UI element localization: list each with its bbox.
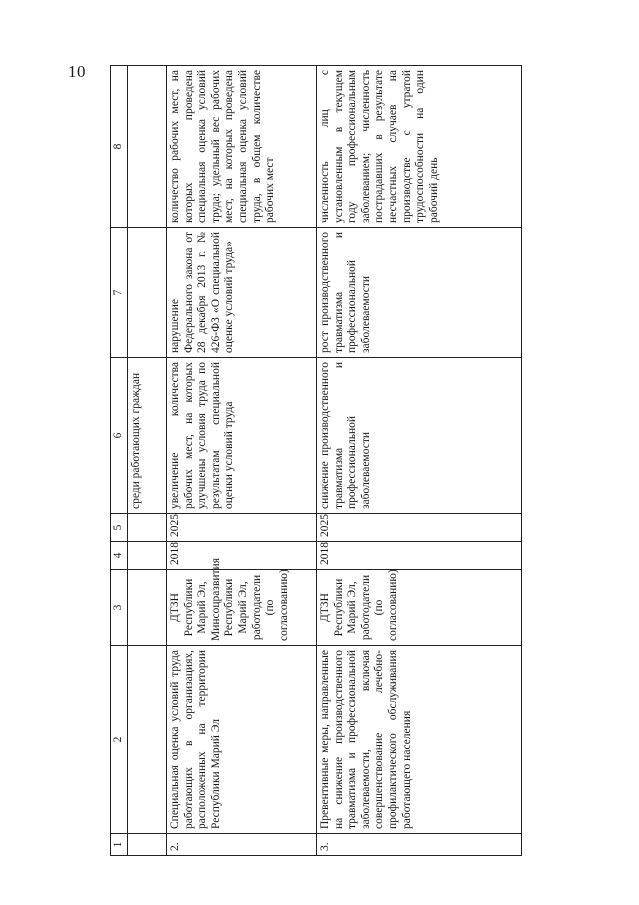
page-number: 10 xyxy=(68,62,86,81)
cont-cell-1 xyxy=(128,834,167,856)
cont-cell-8 xyxy=(128,66,167,228)
executors: ДТЗН Республики Марий Эл, работодатели (по согласованию) xyxy=(317,570,522,646)
header-col-3: 3 xyxy=(111,570,128,646)
program-table-wrapper xyxy=(110,66,520,856)
header-col-5: 5 xyxy=(111,514,128,542)
table-row-3 xyxy=(317,66,522,856)
header-col-4: 4 xyxy=(111,542,128,570)
continuation-row xyxy=(128,66,167,856)
indicators: численность лиц с установленным в текущем году профессиональным заболеванием; численность пострадавших в результате несчастных случаев на производстве с утратой трудоспособности на один рабочий день xyxy=(317,66,522,228)
executors: ДТЗН Республики Марий Эл, Минсоцразвития Республики Марий Эл, работодатели (по согласованию) xyxy=(167,570,317,646)
expected-result: снижение производственного травматизма и профессиональной заболеваемости xyxy=(317,358,522,514)
cont-cell-3 xyxy=(128,570,167,646)
expected-result: увеличение количества рабочих мест, на которых улучшены условия труда по результатам специальной оценки условий труда xyxy=(167,358,317,514)
indicators: количество рабочих мест, на которых проведена специальная оценка условий труда; удельный вес рабочих мест, на которых проведена специальная оценка условий труда, в общем количестве рабочих мест xyxy=(167,66,317,228)
cont-cell-5 xyxy=(128,514,167,542)
cont-cell-7 xyxy=(128,228,167,358)
program-table xyxy=(110,65,522,856)
end-year: 2025 xyxy=(317,514,522,542)
header-col-8: 8 xyxy=(111,66,128,228)
header-col-6: 6 xyxy=(111,358,128,514)
row-number: 2. xyxy=(167,834,317,856)
header-col-2: 2 xyxy=(111,646,128,834)
consequences: нарушение Федерального закона от 28 декабря 2013 г. № 426-ФЗ «О специальной оценке условий труда» xyxy=(167,228,317,358)
start-year: 2018 xyxy=(167,542,317,570)
measure-name: Превентивные меры, направленные на снижение производственного травматизма и профессиональной заболеваемости, включая совершенствование лечебно-профилактического обслуживания работающего населения xyxy=(317,646,522,834)
header-row xyxy=(111,66,128,856)
row-number: 3. xyxy=(317,834,522,856)
measure-name: Специальная оценка условий труда работающих в организациях, расположенных на территории Республики Марий Эл xyxy=(167,646,317,834)
header-col-7: 7 xyxy=(111,228,128,358)
consequences: рост производственного травматизма и профессиональной заболеваемости xyxy=(317,228,522,358)
start-year: 2018 xyxy=(317,542,522,570)
end-year: 2025 xyxy=(167,514,317,542)
cont-cell-result: среди работающих граждан xyxy=(128,358,167,514)
cont-cell-4 xyxy=(128,542,167,570)
table-row-2 xyxy=(167,66,317,856)
cont-cell-2 xyxy=(128,646,167,834)
header-col-1: 1 xyxy=(111,834,128,856)
